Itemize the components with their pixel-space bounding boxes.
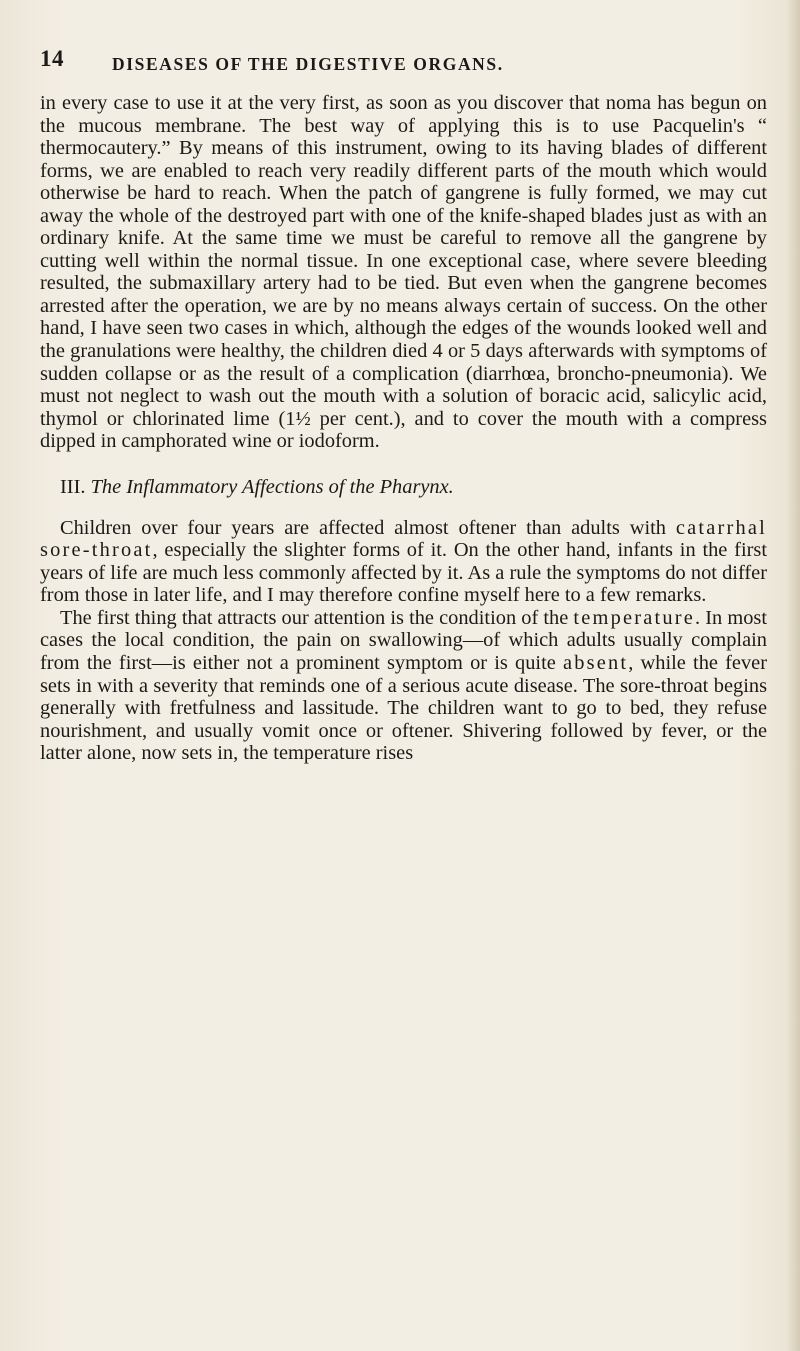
section-title: The Inflammatory Affections of the Pharynx. [90,475,454,498]
text-run: . In most cases the local condition, the pain on swallowing—of which adults usually complain from the first—is either not a prominent symptom or is quite [40,606,767,675]
section-number: III. [60,475,86,498]
text-run: , while the fever sets in with a severity that reminds one of a serious acute disease. The sore-throat begins generally with fretfulness and lassitude. The children want to go to bed, they refuse nourishment, and usually vomit once or oftener. Shivering followed by fever, or the latter alone, now sets in, the temperature rises [40,652,767,765]
emphasis-temperature: temperature [573,606,695,629]
section-heading [60,475,767,499]
text-run: , especially the slighter forms of it. On the other hand, infants in the first years of life are much less commonly affected by it. As a rule the symptoms do not differ from those in later life, and I may therefore confine myself here to a few remarks. [40,539,767,607]
page-number: 14 [40,46,64,71]
page-edge-shadow [786,0,800,1351]
running-head [40,46,775,76]
emphasis-absent: absent [562,652,629,675]
emphasis-catarrhal-sore-throat: catarrhal sore-throat [40,516,767,562]
paragraph-catarrhal-sore-throat [40,517,767,607]
text-run: Children over four years are affected almost oftener than adults with [60,516,676,539]
running-title: DISEASES OF THE DIGESTIVE ORGANS. [112,54,504,74]
text-run: The first thing that attracts our attention is the condition of the [60,606,574,629]
paragraph-temperature [40,607,767,765]
page-body [40,92,767,765]
paragraph-noma-treatment: in every case to use it at the very first, as soon as you discover that noma has begun on the mucous membrane. The best way of applying this is to use Pacquelin's “ thermocautery.” By means of this instrument, owing to its having blades of different forms, we are enabled to reach very readily different parts of the mouth which would otherwise be hard to reach. When the patch of gangrene is fully formed, we may cut away the whole of the destroyed part with one of the knife-shaped blades just as with an ordinary knife. At the same time we must be careful to remove all the gangrene by cutting well within the normal tissue. In one exceptional case, where severe bleeding resulted, the submaxillary artery had to be tied. But even when the gangrene becomes arrested after the operation, we are by no means always certain of success. On the other hand, I have seen two cases in which, although the edges of the wounds looked well and the granulations were healthy, the children died 4 or 5 days afterwards with symptoms of sudden collapse or as the result of a complication (diarrhœa, broncho-pneumonia). We must not neglect to wash out the mouth with a solution of boracic acid, salicylic acid, thymol or chlorinated lime (1½ per cent.), and to cover the mouth with a compress dipped in camphorated wine or iodoform. [40,92,767,453]
